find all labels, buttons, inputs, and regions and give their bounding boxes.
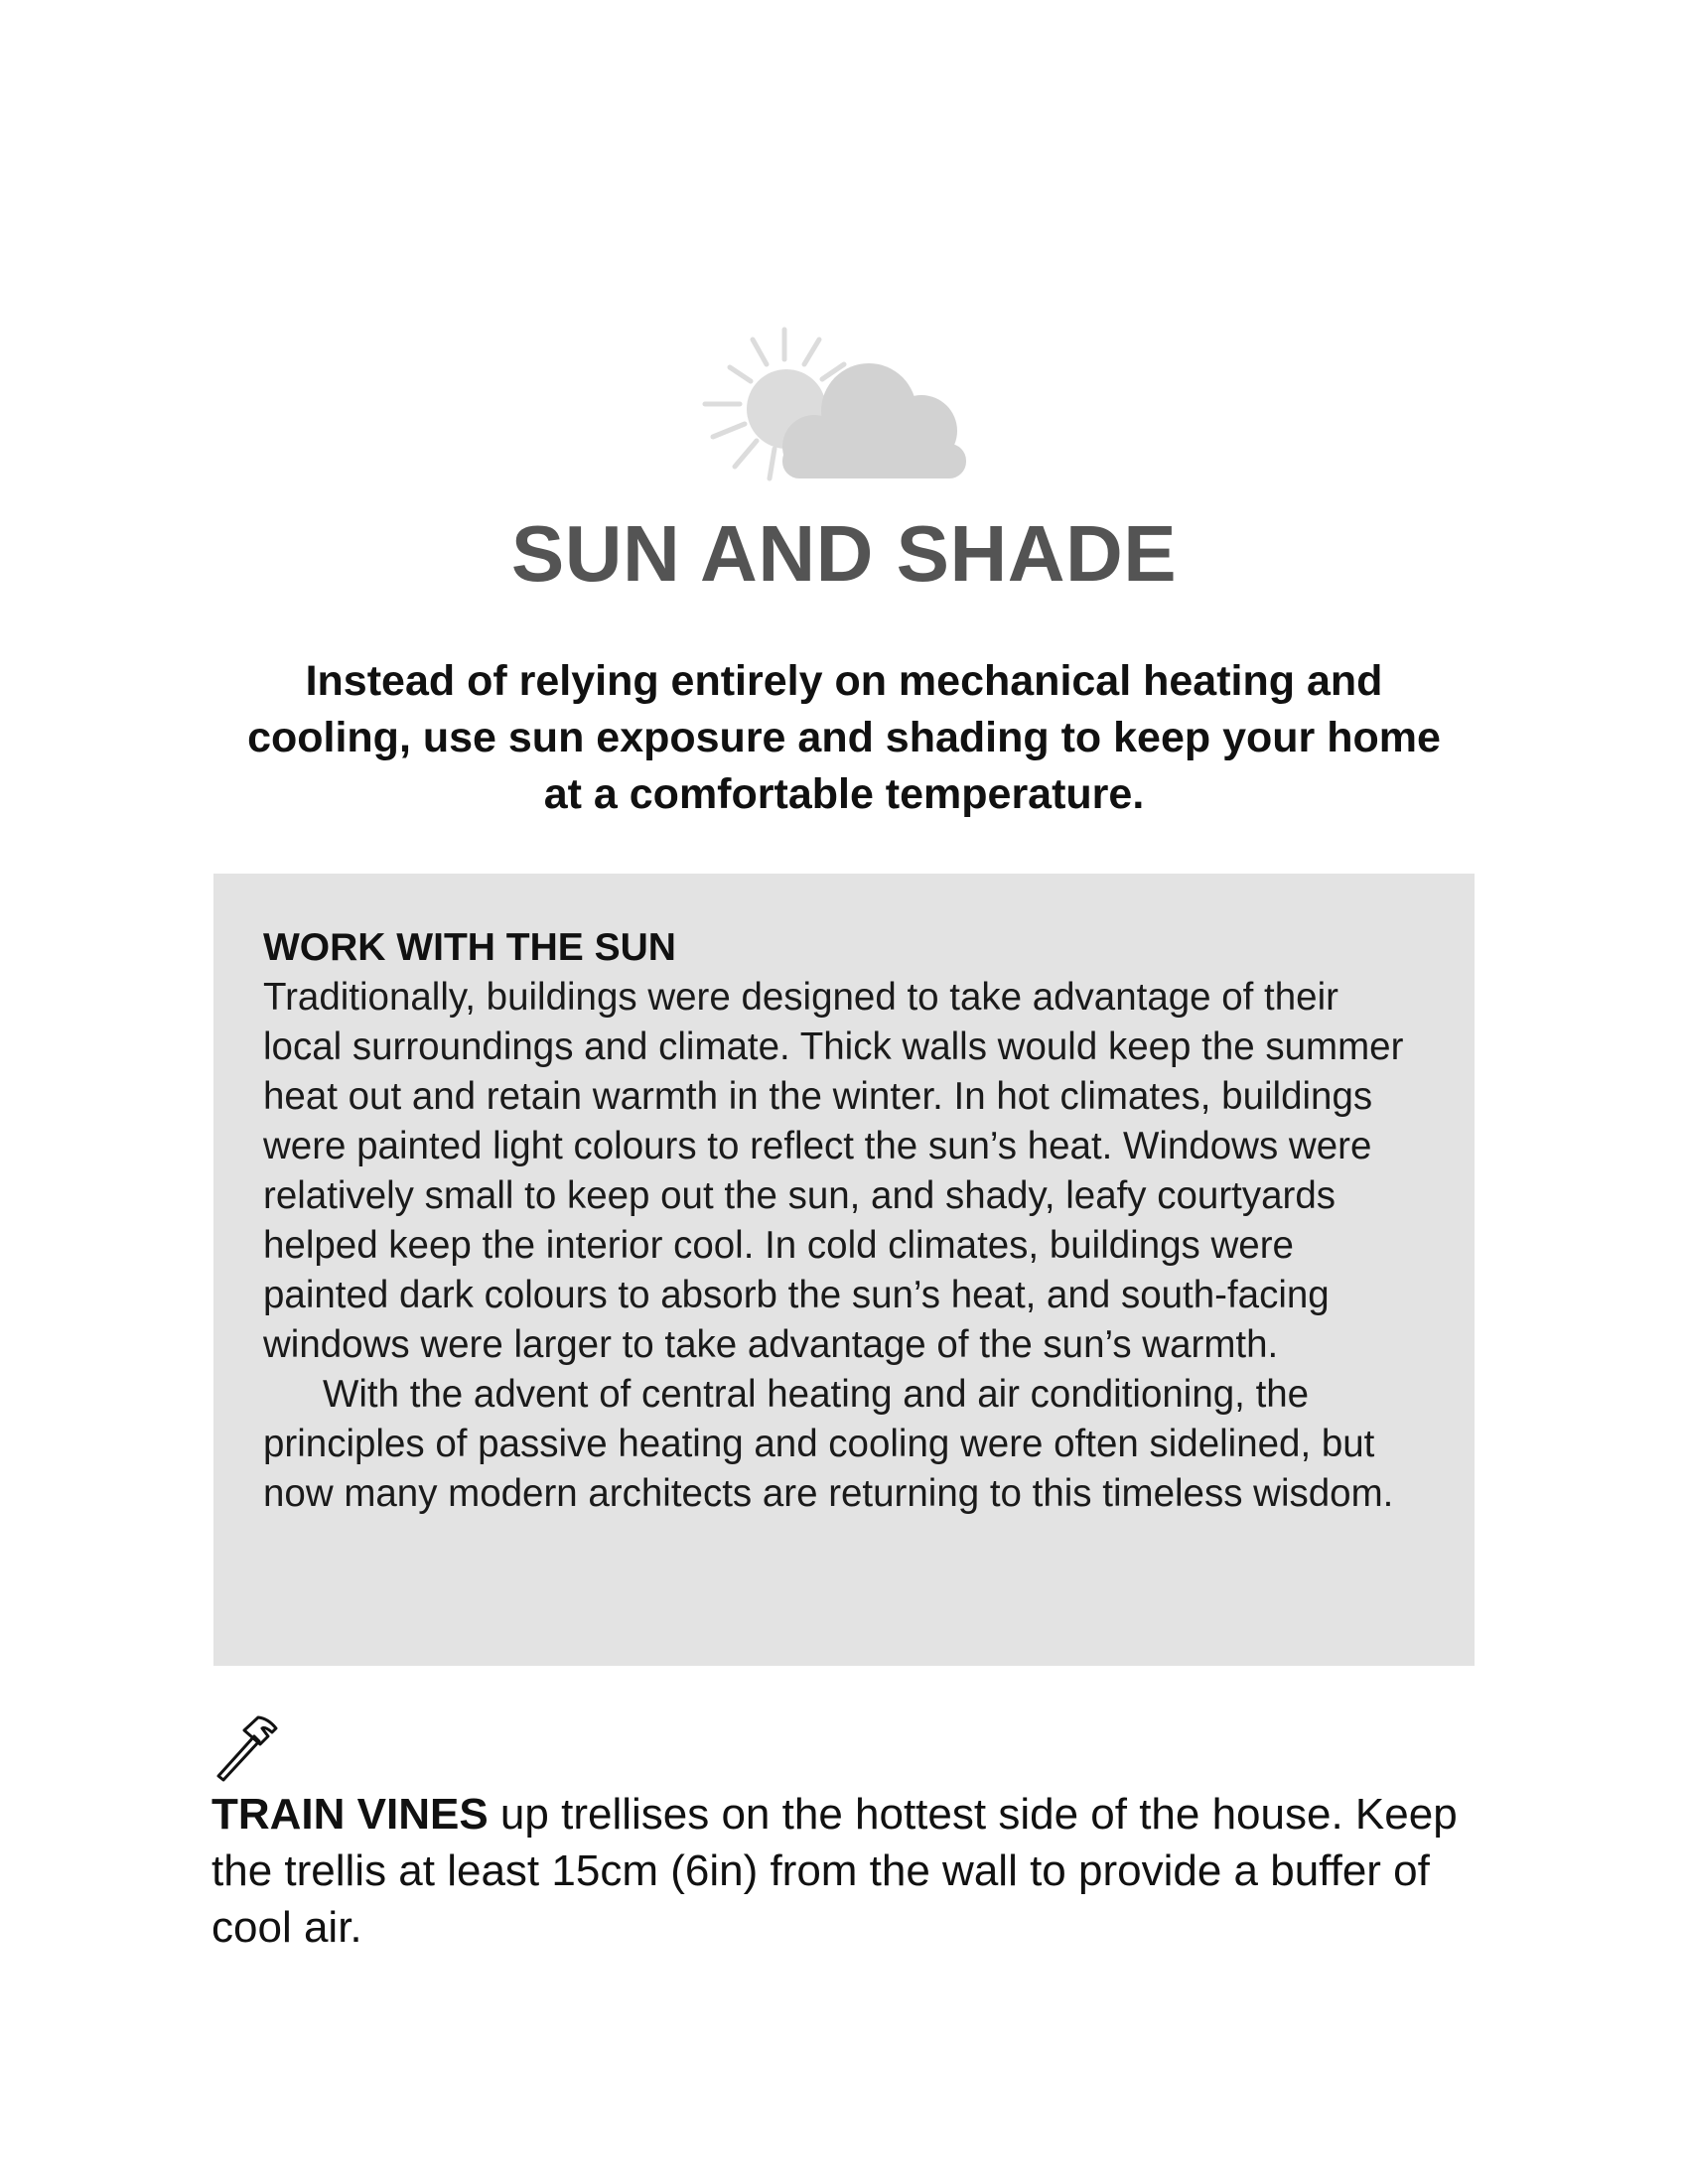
- sidebar-paragraph-2: With the advent of central heating and air conditioning, the principles of passive heating and cooling were often sidelined, but now many modern architects are returning to this timeless wisdom.: [263, 1373, 1394, 1515]
- tip-lead: TRAIN VINES: [211, 1790, 489, 1839]
- sun-behind-cloud-icon: [695, 320, 983, 493]
- hammer-icon: [211, 1712, 280, 1782]
- sidebar-paragraph-1: Traditionally, buildings were designed to take advantage of their local surroundings and climate. Thick walls would keep the summer heat out and retain warmth in the winter. In hot climates, buildings were painted light colours to reflect the sun’s heat. Windows were relatively small to keep out the sun, and shady, leafy courtyards helped keep the interior cool. In cold climates, buildings were painted dark colours to absorb the sun’s heat, and south-facing windows were larger to take advantage of the sun’s warmth.: [263, 976, 1404, 1366]
- work-with-the-sun-box: [213, 874, 1475, 1666]
- intro-text: Instead of relying entirely on mechanical heating and cooling, use sun exposure and shading to keep your home at a comfortable temperature.: [247, 657, 1441, 818]
- page-title: SUN AND SHADE: [510, 509, 1178, 598]
- tip-train-vines: [211, 1786, 1482, 1956]
- sidebar-heading: WORK WITH THE SUN: [263, 926, 676, 969]
- tip-text: up trellises on the hottest side of the house. Keep the trellis at least 15cm (6in) from the wall to provide a buffer of cool air.: [211, 1790, 1458, 1952]
